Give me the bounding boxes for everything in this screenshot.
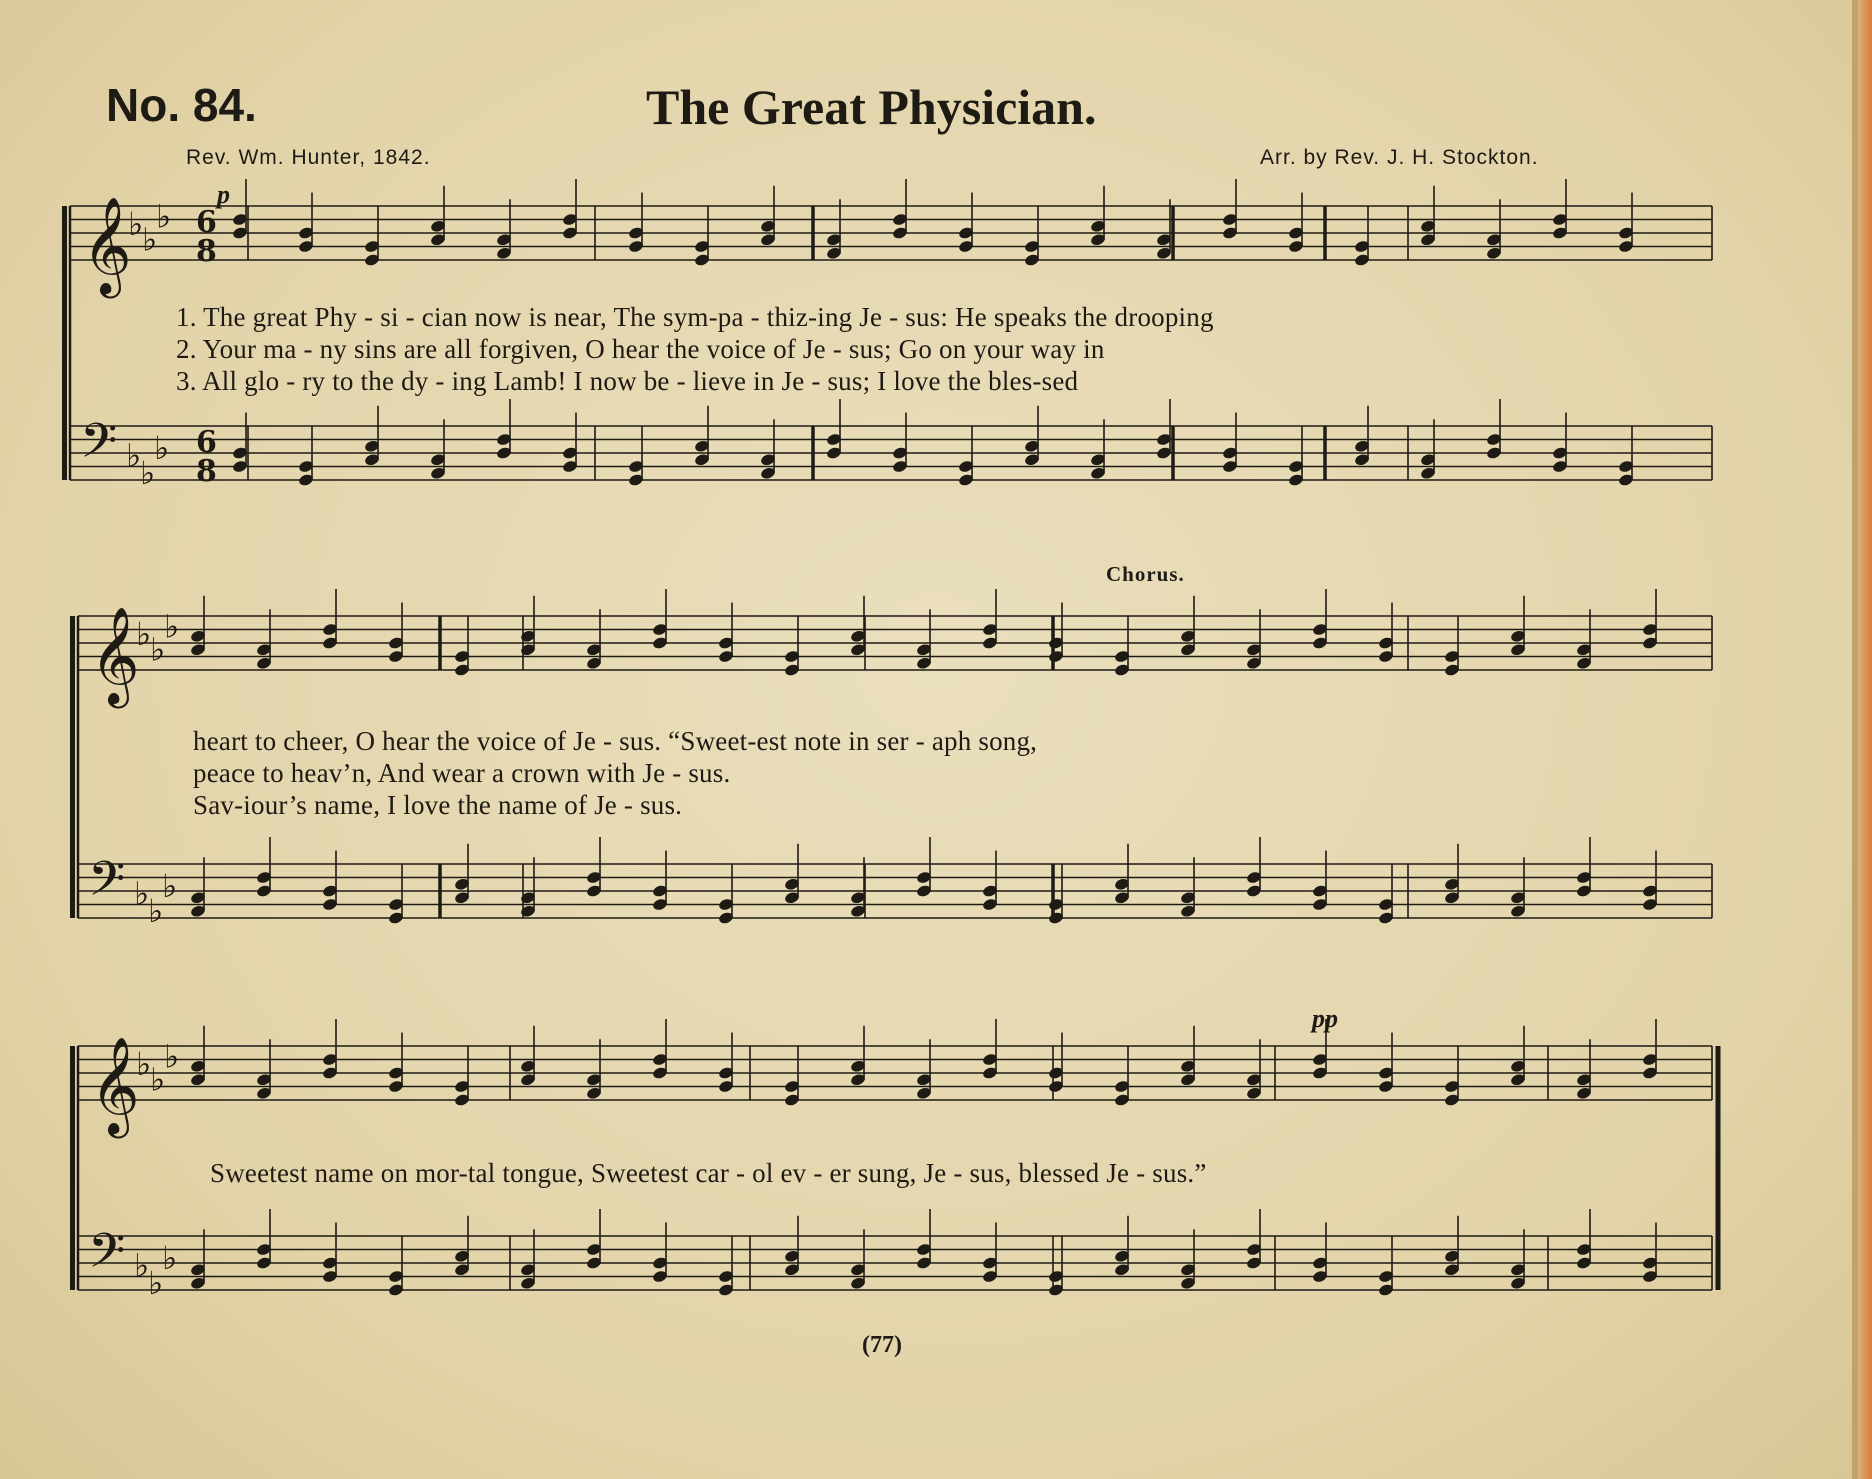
system2-bass-flat: ♭	[162, 867, 178, 905]
time-sig-top: 6	[196, 205, 217, 240]
system1-bass-clef: 𝄢	[80, 412, 118, 481]
time-sig-bottom: 8	[196, 454, 217, 489]
system1-treble-flat: ♭	[142, 220, 158, 259]
system1-bass-flat: ♭	[140, 454, 156, 492]
system2-bass-clef: 𝄢	[88, 850, 126, 919]
system1-treble-flat: ♭	[128, 205, 144, 243]
system2-treble-flat: ♭	[164, 607, 180, 646]
arranger-credit: Arr. by Rev. J. H. Stockton.	[1260, 146, 1539, 169]
system2-lyric-verse1: heart to cheer, O hear the voice of Je - sus. “Sweet-est note in ser - aph song,	[193, 726, 1038, 756]
system3-bass-flat: ♭	[162, 1239, 178, 1277]
system3-treble-flat: ♭	[150, 1060, 166, 1099]
chorus-label: Chorus.	[1106, 562, 1185, 586]
system2-treble-flat: ♭	[136, 615, 152, 653]
system1-bass-flat: ♭	[126, 436, 142, 475]
system1-lyric-verse3: 3. All glo - ry to the dy - ing Lamb! I now be - lieve in Je - sus; I love the bles-sed	[176, 366, 1079, 396]
page-number: (77)	[862, 1332, 902, 1358]
system1-bass-flat: ♭	[154, 429, 170, 467]
system3-bass-flat: ♭	[148, 1264, 164, 1302]
system3-bass-clef: 𝄢	[88, 1222, 126, 1291]
system1-treble-flat: ♭	[156, 197, 172, 236]
author-credit: Rev. Wm. Hunter, 1842.	[186, 146, 431, 169]
system3-treble-flat: ♭	[136, 1045, 152, 1083]
system2-bass-flat: ♭	[148, 892, 164, 930]
system3-treble-flat: ♭	[164, 1037, 180, 1076]
system2-lyric-verse3: Sav-iour’s name, I love the name of Je - sus.	[193, 790, 683, 820]
system2-treble-clef: 𝄞	[90, 606, 140, 704]
system3-lyric: Sweetest name on mor-tal tongue, Sweetest car - ol ev - er sung, Je - sus, blessed Je - sus.”	[210, 1158, 1207, 1188]
system2-lyric-verse2: peace to heav’n, And wear a crown with Je - sus.	[193, 758, 731, 788]
system1-lyric-verse2: 2. Your ma - ny sins are all forgiven, O hear the voice of Je - sus; Go on your way in	[176, 334, 1105, 364]
time-sig-bottom: 8	[196, 234, 217, 269]
dynamic-start: p	[217, 180, 230, 209]
hymn-number: No. 84.	[106, 79, 257, 131]
system1-lyric-verse1: 1. The great Phy - si - cian now is near, The sym-pa - thiz-ing Je - sus: He speaks the drooping	[176, 302, 1214, 332]
system3-brace	[70, 1046, 75, 1290]
dynamic-end: pp	[1312, 1004, 1338, 1033]
time-sig-top: 6	[196, 425, 217, 460]
system2-treble-flat: ♭	[150, 630, 166, 669]
system3-treble-clef: 𝄞	[90, 1036, 140, 1134]
system3-bass-flat: ♭	[134, 1246, 150, 1285]
system2-bass-flat: ♭	[134, 874, 150, 913]
hymn-title: The Great Physician.	[646, 79, 1097, 135]
system2-brace	[70, 616, 75, 918]
system1-treble-clef: 𝄞	[82, 196, 132, 294]
system1-brace	[62, 206, 67, 480]
